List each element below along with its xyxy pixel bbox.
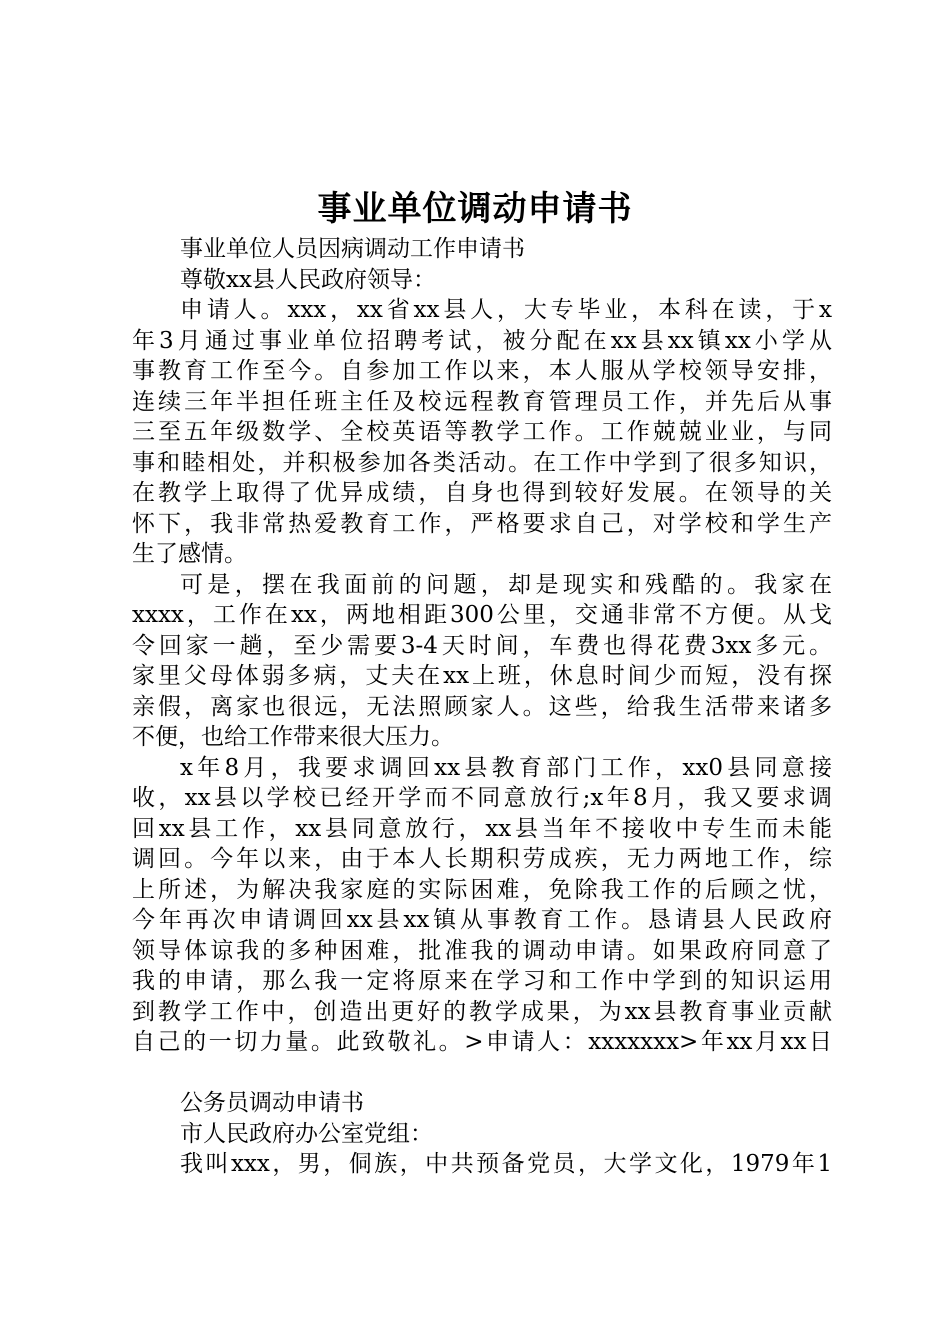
- paragraph-line: 到教学工作中，创造出更好的教学成果，为xx县教育事业贡献: [132, 998, 832, 1025]
- blank-line: [132, 1058, 832, 1089]
- paragraph-line: 调回。今年以来，由于本人长期积劳成疾，无力两地工作，综: [132, 846, 832, 872]
- paragraph-line: 我叫xxx，男，侗族，中共预备党员，大学文化，1979年1: [180, 1151, 832, 1177]
- paragraph-line: 申请人。xxx，xx省xx县人，大专毕业，本科在读，于x: [180, 297, 832, 323]
- paragraph-line: 上所述，为解决我家庭的实际困难，免除我工作的后顾之忧，: [132, 876, 832, 903]
- paragraph-line: 事业单位人员因病调动工作申请书: [180, 236, 525, 262]
- paragraph-line: 尊敬xx县人民政府领导：: [180, 266, 436, 293]
- document-body: [132, 234, 832, 1180]
- paragraph-line: 我的申请，那么我一定将原来在学习和工作中学到的知识运用: [132, 968, 832, 994]
- paragraph-line: 今年再次申请调回xx县xx镇从事教育工作。恳请县人民政府: [132, 907, 832, 933]
- paragraph-line: 家里父母体弱多病，丈夫在xx上班，休息时间少而短，没有探: [132, 663, 832, 689]
- paragraph-line: 事和睦相处，并积极参加各类活动。在工作中学到了很多知识，: [132, 449, 832, 476]
- paragraph-line: 收，xx县以学校已经开学而不同意放行;x年8月，我又要求调: [132, 785, 832, 811]
- paragraph-line: 回xx县工作，xx县同意放行，xx县当年不接收中专生而未能: [132, 815, 832, 842]
- paragraph-line: 令回家一趟，至少需要3-4天时间，车费也得花费3xx多元。: [132, 632, 832, 659]
- paragraph-line: 亲假，离家也很远，无法照顾家人。这些，给我生活带来诸多: [132, 693, 832, 720]
- paragraph-line: 年3月通过事业单位招聘考试，被分配在xx县xx镇xx小学从: [132, 327, 832, 354]
- paragraph-line: 可是，摆在我面前的问题，却是现实和残酷的。我家在: [180, 571, 832, 598]
- paragraph-line: 怀下，我非常热爱教育工作，严格要求自己，对学校和学生产: [132, 510, 832, 537]
- paragraph-line: 三至五年级数学、全校英语等教学工作。工作兢兢业业，与同: [132, 419, 832, 445]
- paragraph-line: 自己的一切力量。此致敬礼。>申请人：xxxxxxx>年xx月xx日: [132, 1029, 832, 1055]
- paragraph-line: 不便，也给工作带来很大压力。: [132, 724, 454, 750]
- paragraph-line: 公务员调动申请书: [180, 1090, 364, 1116]
- paragraph-line: 在教学上取得了优异成绩，自身也得到较好发展。在领导的关: [132, 480, 832, 506]
- paragraph-line: 连续三年半担任班主任及校远程教育管理员工作，并先后从事: [132, 388, 832, 415]
- paragraph-line: 领导体谅我的多种困难，批准我的调动申请。如果政府同意了: [132, 937, 832, 964]
- paragraph-line: x年8月，我要求调回xx县教育部门工作，xx0县同意接: [180, 754, 832, 781]
- paragraph-line: 生了感情。: [132, 541, 247, 567]
- paragraph-line: 市人民政府办公室党组：: [180, 1120, 433, 1147]
- document-title: 事业单位调动申请书: [317, 189, 633, 229]
- paragraph-line: 事教育工作至今。自参加工作以来，本人服从学校领导安排，: [132, 358, 832, 384]
- paragraph-line: xxxx，工作在xx，两地相距300公里，交通非常不方便。从戈: [132, 602, 832, 628]
